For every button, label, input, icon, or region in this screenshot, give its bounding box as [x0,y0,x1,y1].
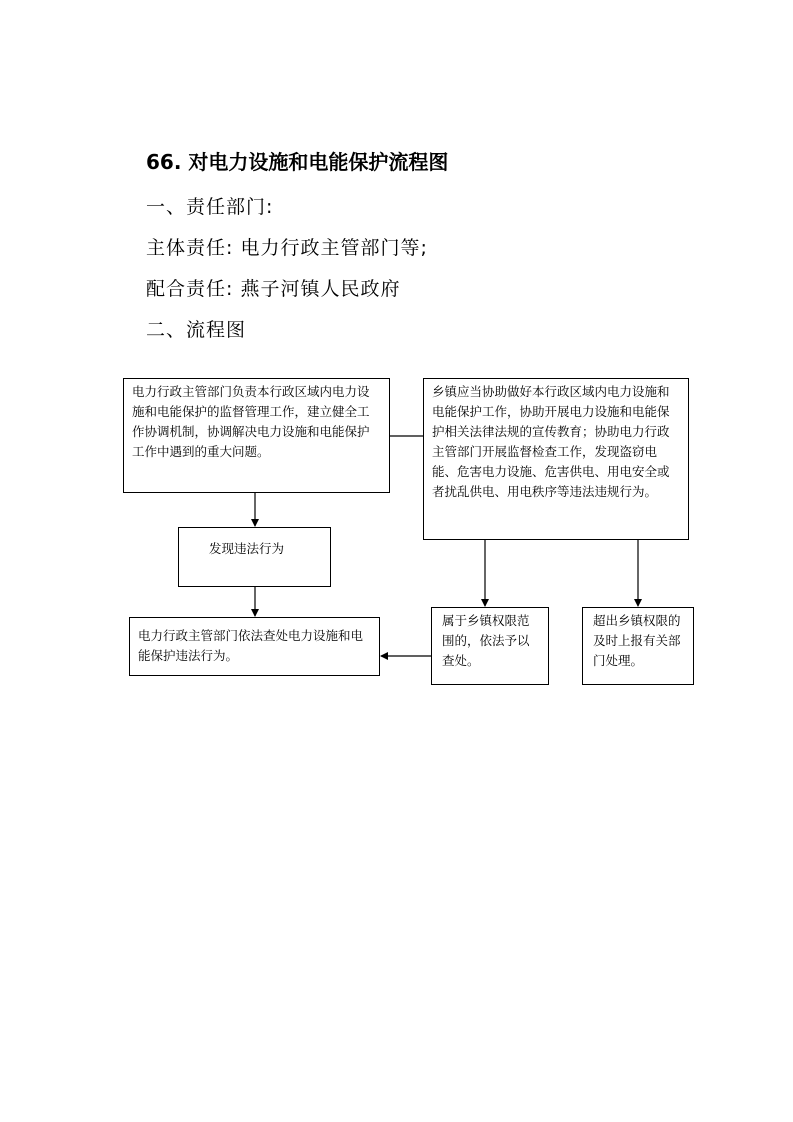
flowchart-box-discover-violation: 发现违法行为 [178,527,331,587]
flowchart-box-within-authority: 属于乡镇权限范围的，依法予以查处。 [431,607,549,685]
page-title: 66. 对电力设施和电能保护流程图 [146,150,449,174]
cooperating-responsibility: 配合责任: 燕子河镇人民政府 [146,278,401,300]
section-heading-flowchart: 二、流程图 [146,319,247,341]
flowchart-box-township-duties: 乡镇应当协助做好本行政区域内电力设施和电能保护工作，协助开展电力设施和电能保护相关法律法规的宣传教育；协助电力行政主管部门开展监督检查工作，发现盗窃电能、危害电力设施、危害供电、用电安全或者扰乱供电、用电秩序等违法违规行为。 [423,378,689,540]
flowchart-box-investigate: 电力行政主管部门依法查处电力设施和电能保护违法行为。 [129,617,380,676]
section-heading-responsible-departments: 一、责任部门: [146,196,274,218]
flowchart-box-power-department: 电力行政主管部门负责本行政区域内电力设施和电能保护的监督管理工作，建立健全工作协调机制，协调解决电力设施和电能保护工作中遇到的重大问题。 [123,378,390,493]
flowchart-box-beyond-authority: 超出乡镇权限的及时上报有关部门处理。 [582,607,694,685]
main-responsibility: 主体责任: 电力行政主管部门等; [146,237,428,259]
